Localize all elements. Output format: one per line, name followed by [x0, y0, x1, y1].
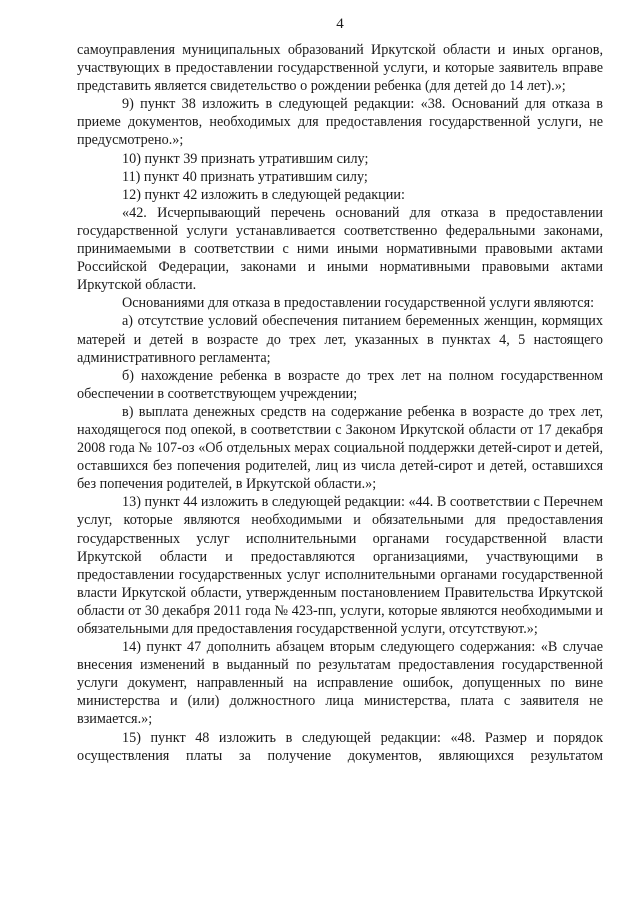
paragraph: 10) пункт 39 признать утратившим силу; [122, 150, 369, 167]
paragraph: 12) пункт 42 изложить в следующей редакции: [122, 186, 405, 203]
paragraph: 9) пункт 38 изложить в следующей редакции: «38. Оснований для отказа в приеме документов, необходимых для предоставления государственной услуги, не предусмотрено.»; [77, 96, 603, 149]
paragraph: «42. Исчерпывающий перечень оснований для отказа в предоставлении государственной услуги устанавливается соответственно федеральными законами, принимаемыми в соответствии с ними иными нормативными правовыми актами Российской Федерации, законами и иными нормативными правовыми актами Иркутской области. [77, 204, 603, 294]
paragraph: а) отсутствие условий обеспечения питанием беременных женщин, кормящих матерей и детей в возрасте до трех лет, указанных в пунктах 4, 5 настоящего административного регламента; [77, 313, 603, 366]
paragraph: самоуправления муниципальных образований Иркутской области и иных органов, участвующих в предоставлении государственной услуги, и которые заявитель вправе представить является свидетельство о рождении ребенка (для детей до 14 лет).»; [77, 42, 603, 95]
paragraph: 13) пункт 44 изложить в следующей редакции: «44. В соответствии с Перечнем услуг, которые являются необходимыми и обязательными для предоставления государственных услуг исполнительными органами государственной власти Иркутской области и предоставляются организациями, участвующими в предоставлении государственных услуг исполнительными органами государственной власти Иркутской области, утвержденным постановлением Правительства Иркутской области от 30 декабря 2011 года № 423-пп, услуги, которые являются необходимыми и обязательными для предоставления государственной услуги, отсутствуют.»; [77, 494, 603, 637]
paragraph: в) выплата денежных средств на содержание ребенка в возрасте до трех лет, находящегося под опекой, в соответствии с Законом Иркутской области от 17 декабря 2008 года № 107-оз «Об отдельных мерах социальной поддержки детей-сирот и детей, оставшихся без попечения родителей, лиц из числа детей-сирот и детей, оставшихся без попечения родителей, в Иркутской области.»; [77, 403, 603, 493]
paragraph: 15) пункт 48 изложить в следующей редакции: «48. Размер и порядок осуществления платы за получение документов, являющихся результатом [77, 729, 603, 764]
document-body [77, 41, 603, 765]
paragraph: б) нахождение ребенка в возрасте до трех лет на полном государственном обеспечении в соответствующем учреждении; [77, 367, 603, 402]
paragraph: 14) пункт 47 дополнить абзацем вторым следующего содержания: «В случае внесения изменений в выданный по результатам предоставления государственной услуги документ, направленный на исправление ошибок, допущенных по вине министерства и (или) должностного лица министерства, плата с заявителя не взимается.»; [77, 639, 603, 728]
paragraph: 11) пункт 40 признать утратившим силу; [122, 168, 368, 185]
page-number: 4 [336, 16, 344, 32]
paragraph: Основаниями для отказа в предоставлении государственной услуги являются: [122, 295, 595, 312]
